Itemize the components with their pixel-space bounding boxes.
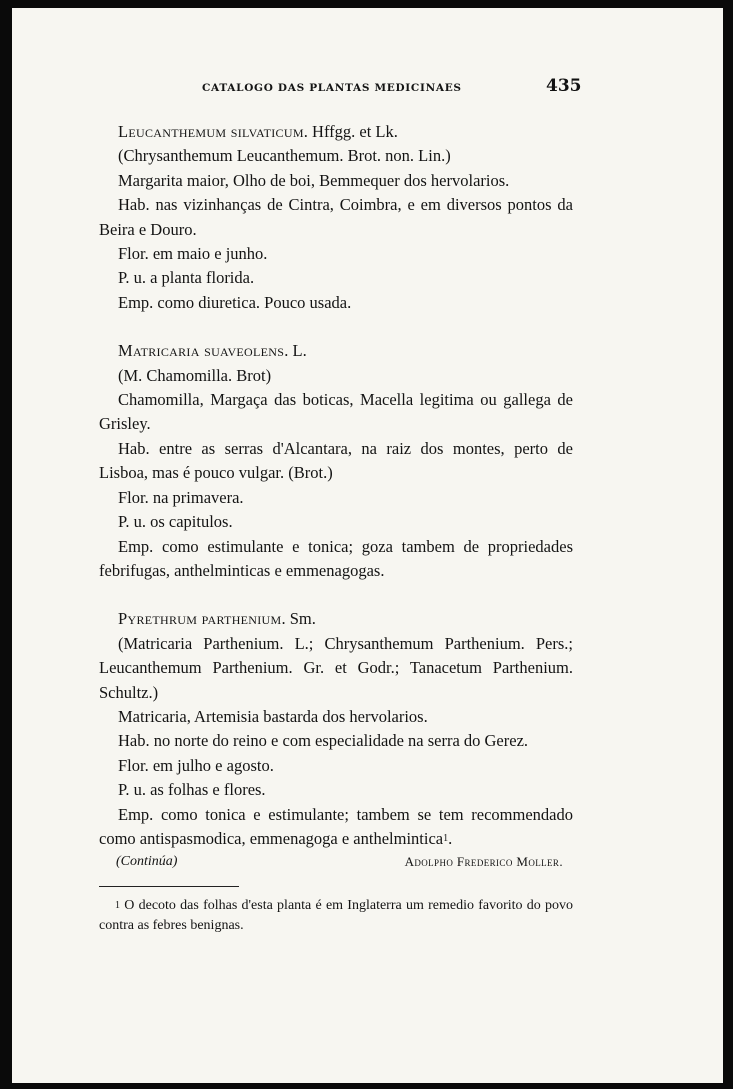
running-title: CATALOGO DAS PLANTAS MEDICINAES [202,82,462,94]
entry-heading [99,607,573,631]
entry-habitat: Hab. nas vizinhanças de Cintra, Coimbra, e em diversos pontos da Beira e Douro. [99,195,573,239]
entry-author: . L. [284,341,307,361]
plant-entry [99,120,573,315]
running-header [12,76,723,102]
footnote-reference[interactable]: 1 [443,832,449,844]
plant-entry [99,339,573,583]
entry-habitat: Hab. no norte do reino e com especialidade na serra do Gerez. [118,731,529,751]
entry-name: Leucanthemum silvaticum [118,122,304,141]
page-number: 435 [546,76,582,96]
continua-note: (Continúa) [116,854,178,869]
entry-synonyms: (Matricaria Parthenium. L.; Chrysanthemum Parthenium. Pers.; Leucanthemum Parthenium. Gr. et Godr.; Tanacetum Parthenium. Schultz.) [99,633,573,702]
entry-spacer [99,315,573,339]
entry-synonyms: (M. Chamomilla. Brot) [118,365,272,385]
entry-use: Emp. como estimulante e tonica; goza tambem de propriedades febrifugas, anthelminticas e emmenagogas. [99,536,573,580]
entry-author: . Sm. [281,609,316,629]
entry-habitat: Hab. entre as serras d'Alcantara, na raiz dos montes, perto de Lisboa, mas é pouco vulgar. (Brot.) [99,438,573,483]
author-signature: Adolpho Frederico Moller. [404,854,563,869]
entry-flowering: Flor. na primavera. [118,487,244,507]
entry-spacer [99,583,573,607]
page-body [99,120,573,851]
entry-author: . Hffgg. et Lk. [303,122,398,141]
entry-name: Pyrethrum parthenium [118,609,282,629]
footnote-paragraph [99,896,573,936]
signature-line [99,854,573,874]
entry-part-used: P. u. os capitulos. [118,512,233,532]
entry-flowering: Flor. em maio e junho. [118,244,268,264]
entry-name: Matricaria suaveolens [118,341,285,361]
entry-use-text: Emp. como tonica e estimulante; tambem se tem recommendado como antispasmodica, emmenagoga e anthelmintica [99,804,573,848]
entry-synonyms: (Chrysanthemum Leucanthemum. Brot. non. Lin.) [118,146,451,166]
entry-use: Emp. como tonica e estimulante; tambem se tem recommendado como antispasmodica, emmenagoga e anthelmintica$^1$. [99,804,573,848]
entry-part-used: P. u. a planta florida. [118,268,255,288]
entry-common-names: Margarita maior, Olho de boi, Bemmequer dos hervolarios. [118,170,510,190]
entry-common-names: Chamomilla, Margaça das boticas, Macella legitima ou gallega de Grisley. [99,390,573,434]
entry-flowering: Flor. em julho e agosto. [118,755,274,775]
entry-common-names: Matricaria, Artemisia bastarda dos hervolarios. [118,706,428,726]
entry-use: Emp. como diuretica. Pouco usada. [118,292,352,312]
footnote-text: O decoto das folhas d'esta planta é em Inglaterra um remedio favorito do povo contra as febres benignas. [99,898,573,933]
footnote-marker: 1 [115,900,120,911]
entry-heading [99,120,573,144]
book-page [12,8,723,1083]
entry-part-used: P. u. as folhas e flores. [118,780,266,800]
footnote [99,896,573,936]
footnote-rule [99,886,239,887]
plant-entry [99,607,573,851]
entry-heading [99,339,573,363]
